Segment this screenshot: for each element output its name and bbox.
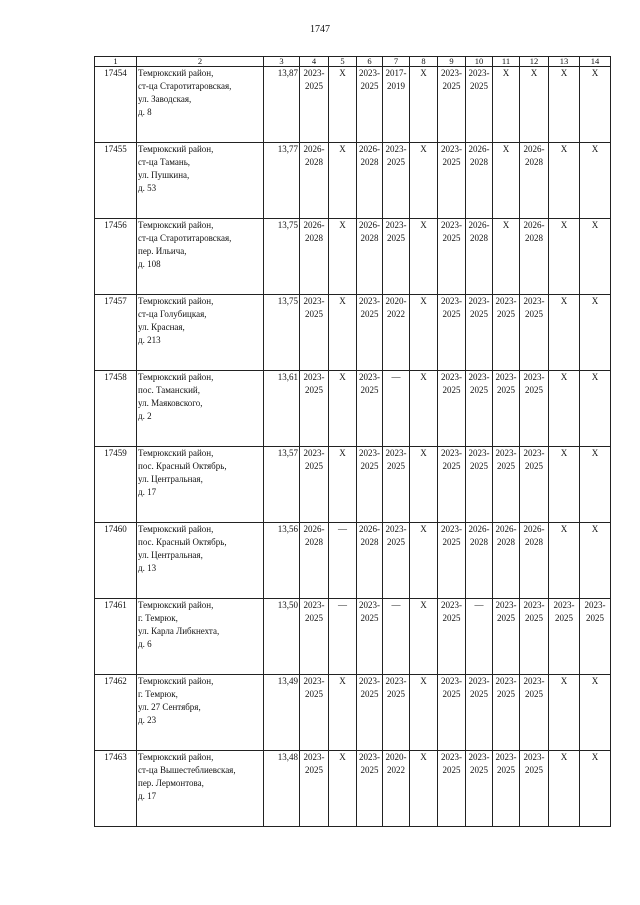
period-cell-col-11: 2023- 2025	[493, 751, 520, 827]
page-number: 1747	[310, 24, 330, 35]
address-line: ул. Красная,	[138, 322, 185, 332]
period-cell-col-7: —	[383, 599, 410, 675]
period-cell-col-10: 2023- 2025	[466, 751, 493, 827]
period-cell-col-5: Х	[329, 143, 357, 219]
address-line: пер. Ильича,	[138, 246, 187, 256]
period-cell-col-13: Х	[549, 523, 580, 599]
period-cell-col-11: Х	[493, 143, 520, 219]
period-cell-col-9: 2023- 2025	[438, 143, 466, 219]
address-line: пос. Красный Октябрь,	[138, 537, 227, 547]
period-cell-col-8: Х	[410, 67, 438, 143]
period-cell-col-8: Х	[410, 751, 438, 827]
period-cell-col-10: 2023- 2025	[466, 371, 493, 447]
address-line: г. Темрюк,	[138, 613, 178, 623]
period-cell-col-11: Х	[493, 219, 520, 295]
period-cell-col-11: 2023- 2025	[493, 295, 520, 371]
period-cell-col-8: Х	[410, 371, 438, 447]
record-number: 17459	[95, 447, 137, 523]
column-number: 2	[137, 57, 264, 67]
period-cell-col-6: 2023- 2025	[357, 675, 383, 751]
period-cell-col-4: 2023- 2025	[300, 295, 329, 371]
address-cell	[137, 295, 264, 371]
period-cell-col-11: 2023- 2025	[493, 447, 520, 523]
table-row	[95, 143, 611, 219]
address-line: ул. 27 Сентября,	[138, 702, 201, 712]
column-number: 5	[329, 57, 357, 67]
address-line: ул. Карла Либкнехта,	[138, 626, 220, 636]
period-cell-col-14: Х	[580, 675, 611, 751]
address-line: д. 53	[138, 183, 157, 193]
table-row	[95, 751, 611, 827]
period-cell-col-4: 2026- 2028	[300, 523, 329, 599]
period-cell-col-11: Х	[493, 67, 520, 143]
address-line: пос. Таманский,	[138, 385, 200, 395]
period-cell-col-11: 2023- 2025	[493, 371, 520, 447]
address-line: ул. Пушкина,	[138, 170, 190, 180]
period-cell-col-14: Х	[580, 751, 611, 827]
column-number: 7	[383, 57, 410, 67]
period-cell-col-10: 2026- 2028	[466, 143, 493, 219]
area-value: 13,75	[264, 219, 300, 295]
table-row	[95, 371, 611, 447]
period-cell-col-13: Х	[549, 371, 580, 447]
register-table	[94, 56, 611, 827]
period-cell-col-12: 2026- 2028	[520, 523, 549, 599]
address-line: д. 108	[138, 259, 161, 269]
period-cell-col-10: —	[466, 599, 493, 675]
period-cell-col-6: 2023- 2025	[357, 751, 383, 827]
address-line: ул. Заводская,	[138, 94, 192, 104]
area-value: 13,56	[264, 523, 300, 599]
record-number: 17457	[95, 295, 137, 371]
period-cell-col-5: Х	[329, 219, 357, 295]
period-cell-col-14: Х	[580, 371, 611, 447]
period-cell-col-12: 2023- 2025	[520, 751, 549, 827]
record-number: 17462	[95, 675, 137, 751]
area-value: 13,50	[264, 599, 300, 675]
address-line: д. 8	[138, 107, 152, 117]
record-number: 17458	[95, 371, 137, 447]
address-line: пер. Лермонтова,	[138, 778, 204, 788]
period-cell-col-5: Х	[329, 675, 357, 751]
period-cell-col-12: 2023- 2025	[520, 599, 549, 675]
period-cell-col-7: 2023- 2025	[383, 675, 410, 751]
period-cell-col-5: Х	[329, 295, 357, 371]
period-cell-col-13: Х	[549, 67, 580, 143]
period-cell-col-4: 2026- 2028	[300, 219, 329, 295]
period-cell-col-6: 2026- 2028	[357, 523, 383, 599]
address-line: д. 17	[138, 791, 157, 801]
period-cell-col-13: Х	[549, 751, 580, 827]
period-cell-col-9: 2023- 2025	[438, 67, 466, 143]
address-line: ст-ца Старотитаровская,	[138, 233, 232, 243]
period-cell-col-5: —	[329, 599, 357, 675]
area-value: 13,61	[264, 371, 300, 447]
address-cell	[137, 599, 264, 675]
period-cell-col-10: 2023- 2025	[466, 67, 493, 143]
period-cell-col-11: 2023- 2025	[493, 599, 520, 675]
period-cell-col-13: 2023- 2025	[549, 599, 580, 675]
period-cell-col-6: 2023- 2025	[357, 67, 383, 143]
period-cell-col-12: 2023- 2025	[520, 675, 549, 751]
area-value: 13,75	[264, 295, 300, 371]
period-cell-col-13: Х	[549, 219, 580, 295]
period-cell-col-10: 2026- 2028	[466, 219, 493, 295]
area-value: 13,77	[264, 143, 300, 219]
address-cell	[137, 67, 264, 143]
period-cell-col-14: Х	[580, 523, 611, 599]
period-cell-col-12: Х	[520, 67, 549, 143]
period-cell-col-7: 2023- 2025	[383, 143, 410, 219]
period-cell-col-14: Х	[580, 219, 611, 295]
period-cell-col-10: 2023- 2025	[466, 447, 493, 523]
period-cell-col-4: 2023- 2025	[300, 751, 329, 827]
period-cell-col-7: 2023- 2025	[383, 447, 410, 523]
address-cell	[137, 675, 264, 751]
address-cell	[137, 751, 264, 827]
period-cell-col-6: 2023- 2025	[357, 295, 383, 371]
column-number: 4	[300, 57, 329, 67]
table-row	[95, 675, 611, 751]
address-line: Темрюкский район,	[138, 144, 214, 154]
column-number: 9	[438, 57, 466, 67]
area-value: 13,49	[264, 675, 300, 751]
period-cell-col-7: —	[383, 371, 410, 447]
period-cell-col-9: 2023- 2025	[438, 219, 466, 295]
address-line: д. 13	[138, 563, 157, 573]
period-cell-col-9: 2023- 2025	[438, 447, 466, 523]
address-line: Темрюкский район,	[138, 372, 214, 382]
period-cell-col-12: 2023- 2025	[520, 295, 549, 371]
address-line: д. 6	[138, 639, 152, 649]
area-value: 13,87	[264, 67, 300, 143]
period-cell-col-9: 2023- 2025	[438, 371, 466, 447]
period-cell-col-8: Х	[410, 143, 438, 219]
address-cell	[137, 143, 264, 219]
period-cell-col-10: 2023- 2025	[466, 675, 493, 751]
period-cell-col-14: Х	[580, 447, 611, 523]
address-line: Темрюкский район,	[138, 296, 214, 306]
period-cell-col-12: 2026- 2028	[520, 219, 549, 295]
period-cell-col-5: Х	[329, 371, 357, 447]
period-cell-col-11: 2026- 2028	[493, 523, 520, 599]
record-number: 17463	[95, 751, 137, 827]
period-cell-col-9: 2023- 2025	[438, 599, 466, 675]
period-cell-col-5: Х	[329, 67, 357, 143]
period-cell-col-14: Х	[580, 143, 611, 219]
address-line: Темрюкский район,	[138, 676, 214, 686]
period-cell-col-9: 2023- 2025	[438, 523, 466, 599]
period-cell-col-6: 2023- 2025	[357, 447, 383, 523]
period-cell-col-14: Х	[580, 67, 611, 143]
column-number: 8	[410, 57, 438, 67]
header-row	[95, 57, 611, 67]
period-cell-col-14: Х	[580, 295, 611, 371]
period-cell-col-7: 2023- 2025	[383, 523, 410, 599]
period-cell-col-4: 2023- 2025	[300, 371, 329, 447]
period-cell-col-5: —	[329, 523, 357, 599]
table-row	[95, 523, 611, 599]
table-row	[95, 295, 611, 371]
period-cell-col-4: 2023- 2025	[300, 599, 329, 675]
address-line: ст-ца Вышестеблиевская,	[138, 765, 236, 775]
period-cell-col-13: Х	[549, 143, 580, 219]
column-number: 6	[357, 57, 383, 67]
address-line: пос. Красный Октябрь,	[138, 461, 227, 471]
address-line: д. 213	[138, 335, 161, 345]
period-cell-col-11: 2023- 2025	[493, 675, 520, 751]
address-line: г. Темрюк,	[138, 689, 178, 699]
address-line: д. 23	[138, 715, 157, 725]
column-number: 1	[95, 57, 137, 67]
address-cell	[137, 371, 264, 447]
period-cell-col-12: 2026- 2028	[520, 143, 549, 219]
period-cell-col-7: 2020- 2022	[383, 295, 410, 371]
period-cell-col-14: 2023- 2025	[580, 599, 611, 675]
address-line: д. 17	[138, 487, 157, 497]
period-cell-col-10: 2026- 2028	[466, 523, 493, 599]
period-cell-col-5: Х	[329, 751, 357, 827]
period-cell-col-5: Х	[329, 447, 357, 523]
record-number: 17460	[95, 523, 137, 599]
column-number: 3	[264, 57, 300, 67]
area-value: 13,57	[264, 447, 300, 523]
address-cell	[137, 523, 264, 599]
period-cell-col-8: Х	[410, 675, 438, 751]
address-line: д. 2	[138, 411, 152, 421]
address-line: Темрюкский район,	[138, 220, 214, 230]
column-number: 10	[466, 57, 493, 67]
address-line: Темрюкский район,	[138, 448, 214, 458]
period-cell-col-9: 2023- 2025	[438, 295, 466, 371]
period-cell-col-6: 2026- 2028	[357, 143, 383, 219]
address-line: ст-ца Голубицкая,	[138, 309, 207, 319]
period-cell-col-13: Х	[549, 675, 580, 751]
address-line: ст-ца Тамань,	[138, 157, 191, 167]
period-cell-col-8: Х	[410, 447, 438, 523]
period-cell-col-9: 2023- 2025	[438, 751, 466, 827]
period-cell-col-4: 2023- 2025	[300, 447, 329, 523]
period-cell-col-10: 2023- 2025	[466, 295, 493, 371]
period-cell-col-8: Х	[410, 523, 438, 599]
period-cell-col-4: 2023- 2025	[300, 675, 329, 751]
period-cell-col-8: Х	[410, 219, 438, 295]
address-line: Темрюкский район,	[138, 524, 214, 534]
record-number: 17454	[95, 67, 137, 143]
record-number: 17461	[95, 599, 137, 675]
period-cell-col-8: Х	[410, 599, 438, 675]
column-number: 14	[580, 57, 611, 67]
address-line: Темрюкский район,	[138, 600, 214, 610]
period-cell-col-4: 2026- 2028	[300, 143, 329, 219]
address-line: Темрюкский район,	[138, 68, 214, 78]
table-row	[95, 599, 611, 675]
address-cell	[137, 447, 264, 523]
address-line: ул. Центральная,	[138, 550, 203, 560]
column-number: 13	[549, 57, 580, 67]
address-line: ст-ца Старотитаровская,	[138, 81, 232, 91]
period-cell-col-4: 2023- 2025	[300, 67, 329, 143]
period-cell-col-13: Х	[549, 447, 580, 523]
period-cell-col-6: 2023- 2025	[357, 599, 383, 675]
period-cell-col-8: Х	[410, 295, 438, 371]
record-number: 17456	[95, 219, 137, 295]
period-cell-col-9: 2023- 2025	[438, 675, 466, 751]
address-cell	[137, 219, 264, 295]
column-number: 11	[493, 57, 520, 67]
table-row	[95, 67, 611, 143]
area-value: 13,48	[264, 751, 300, 827]
period-cell-col-7: 2023- 2025	[383, 219, 410, 295]
address-line: ул. Центральная,	[138, 474, 203, 484]
period-cell-col-6: 2023- 2025	[357, 371, 383, 447]
period-cell-col-7: 2020- 2022	[383, 751, 410, 827]
period-cell-col-7: 2017- 2019	[383, 67, 410, 143]
address-line: Темрюкский район,	[138, 752, 214, 762]
table-row	[95, 219, 611, 295]
period-cell-col-6: 2026- 2028	[357, 219, 383, 295]
address-line: ул. Маяковского,	[138, 398, 203, 408]
table-row	[95, 447, 611, 523]
record-number: 17455	[95, 143, 137, 219]
column-number: 12	[520, 57, 549, 67]
period-cell-col-12: 2023- 2025	[520, 447, 549, 523]
period-cell-col-13: Х	[549, 295, 580, 371]
period-cell-col-12: 2023- 2025	[520, 371, 549, 447]
